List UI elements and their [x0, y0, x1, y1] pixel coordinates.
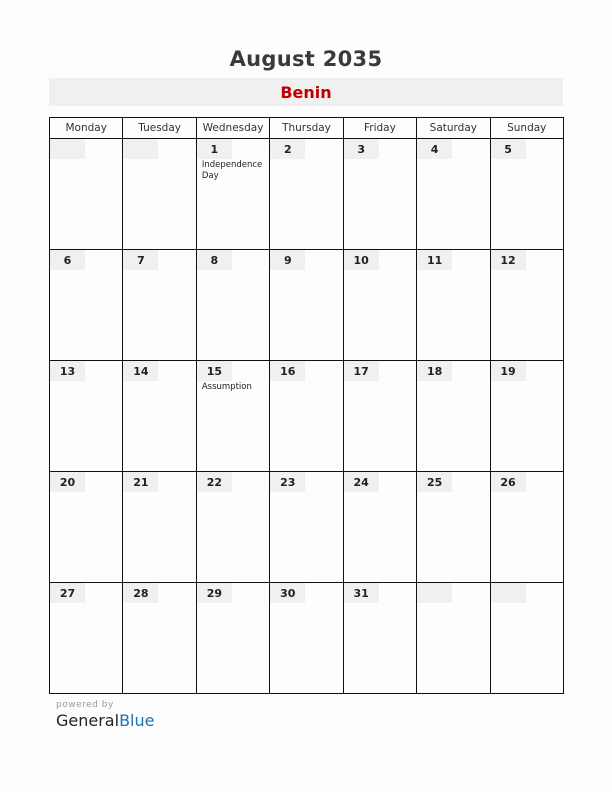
- page-title: August 2035: [229, 47, 383, 71]
- weekday-saturday: Saturday: [417, 118, 490, 139]
- day-number: 16: [270, 361, 305, 381]
- week-row: [50, 250, 564, 361]
- week-row: [50, 472, 564, 583]
- weekday-tuesday: Tuesday: [123, 118, 196, 139]
- day-cell[interactable]: [417, 139, 490, 250]
- day-cell[interactable]: [123, 361, 196, 472]
- day-number: 21: [123, 472, 158, 492]
- weekday-friday: Friday: [343, 118, 416, 139]
- day-number: 13: [50, 361, 85, 381]
- day-number: 12: [491, 250, 526, 270]
- day-cell[interactable]: [196, 583, 269, 694]
- day-number: 30: [270, 583, 305, 603]
- day-number: 5: [491, 139, 526, 159]
- day-number: 25: [417, 472, 452, 492]
- day-cell[interactable]: [123, 472, 196, 583]
- day-cell[interactable]: [50, 361, 123, 472]
- powered-by-text: powered by: [56, 700, 114, 710]
- calendar-grid: [49, 117, 564, 694]
- brand-general: General: [56, 711, 120, 730]
- country-banner: [49, 78, 563, 106]
- day-cell[interactable]: [270, 139, 343, 250]
- day-cell[interactable]: [490, 139, 563, 250]
- weekday-sunday: Sunday: [490, 118, 563, 139]
- empty-day-cell: [50, 139, 123, 250]
- day-number: 14: [123, 361, 158, 381]
- day-cell[interactable]: [123, 583, 196, 694]
- day-cell[interactable]: [343, 472, 416, 583]
- day-number: 11: [417, 250, 452, 270]
- day-cell[interactable]: [417, 361, 490, 472]
- day-cell[interactable]: [196, 250, 269, 361]
- week-row: [50, 139, 564, 250]
- day-number: 2: [270, 139, 305, 159]
- day-number: 31: [344, 583, 379, 603]
- day-cell[interactable]: [343, 361, 416, 472]
- day-number: 26: [491, 472, 526, 492]
- day-number: [417, 583, 452, 603]
- day-cell[interactable]: [50, 583, 123, 694]
- day-number: 29: [197, 583, 232, 603]
- day-cell[interactable]: [196, 139, 269, 250]
- day-cell[interactable]: [490, 361, 563, 472]
- brand-blue: Blue: [119, 711, 155, 730]
- holiday-label: Independence Day: [201, 160, 263, 181]
- weekday-header-row: [50, 118, 564, 139]
- holiday-label: Assumption: [201, 382, 252, 392]
- day-cell[interactable]: [270, 583, 343, 694]
- empty-day-cell: [490, 583, 563, 694]
- day-cell[interactable]: [343, 250, 416, 361]
- day-cell[interactable]: [490, 250, 563, 361]
- day-number: 9: [270, 250, 305, 270]
- day-cell[interactable]: [343, 583, 416, 694]
- day-cell[interactable]: [196, 472, 269, 583]
- empty-day-cell: [417, 583, 490, 694]
- day-cell[interactable]: [270, 250, 343, 361]
- day-cell[interactable]: [270, 472, 343, 583]
- day-number: 6: [50, 250, 85, 270]
- week-row: [50, 361, 564, 472]
- weekday-wednesday: Wednesday: [196, 118, 269, 139]
- day-number: 20: [50, 472, 85, 492]
- day-number: 22: [197, 472, 232, 492]
- day-number: 18: [417, 361, 452, 381]
- weekday-monday: Monday: [50, 118, 123, 139]
- day-number: 8: [197, 250, 232, 270]
- day-cell[interactable]: [50, 472, 123, 583]
- day-cell[interactable]: [417, 250, 490, 361]
- day-number: [50, 139, 85, 159]
- day-cell[interactable]: [123, 250, 196, 361]
- brand-logo[interactable]: [56, 711, 154, 730]
- day-cell[interactable]: [270, 361, 343, 472]
- weekday-thursday: Thursday: [270, 118, 343, 139]
- day-number: 27: [50, 583, 85, 603]
- day-number: 23: [270, 472, 305, 492]
- day-number: 24: [344, 472, 379, 492]
- week-row: [50, 583, 564, 694]
- day-cell[interactable]: [343, 139, 416, 250]
- day-number: 3: [344, 139, 379, 159]
- day-number: 28: [123, 583, 158, 603]
- day-number: 4: [417, 139, 452, 159]
- day-number: 19: [491, 361, 526, 381]
- day-number: 15: [197, 361, 232, 381]
- day-cell[interactable]: [196, 361, 269, 472]
- country-name: Benin: [280, 83, 332, 102]
- empty-day-cell: [123, 139, 196, 250]
- day-cell[interactable]: [417, 472, 490, 583]
- day-number: 10: [344, 250, 379, 270]
- day-number: [491, 583, 526, 603]
- day-cell[interactable]: [490, 472, 563, 583]
- footer: [56, 700, 154, 730]
- day-number: [123, 139, 158, 159]
- day-number: 7: [123, 250, 158, 270]
- day-number: 17: [344, 361, 379, 381]
- day-number: 1: [197, 139, 232, 159]
- day-cell[interactable]: [50, 250, 123, 361]
